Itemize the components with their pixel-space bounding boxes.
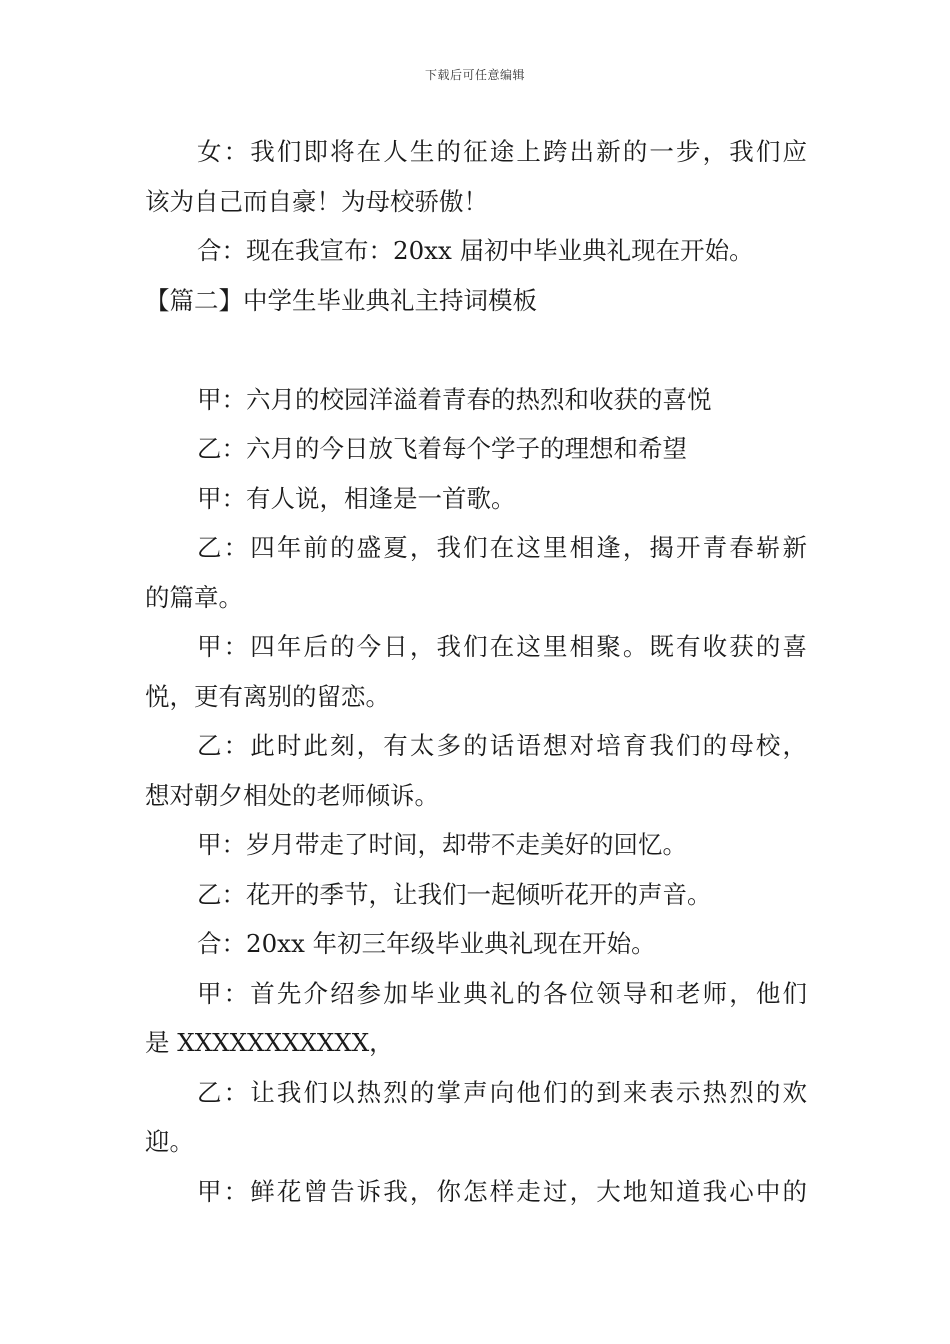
paragraph-line: 是 XXXXXXXXXXX， xyxy=(145,1028,394,1057)
paragraph-line: 迎。 xyxy=(145,1127,194,1156)
paragraph-line: 悦，更有离别的留恋。 xyxy=(145,681,390,711)
paragraph-line: 甲：四年后的今日，我们在这里相聚。既有收获的喜 xyxy=(197,632,807,661)
paragraph-line: 乙：让我们以热烈的掌声向他们的到来表示热烈的欢 xyxy=(197,1077,807,1107)
paragraph-line: 甲：有人说，相逢是一首歌。 xyxy=(197,483,516,513)
paragraph-line: 该为自己而自豪！为母校骄傲！ xyxy=(145,186,488,216)
paragraph-line: 乙：花开的季节，让我们一起倾听花开的声音。 xyxy=(197,879,712,909)
paragraph-line: 甲：岁月带走了时间，却带不走美好的回忆。 xyxy=(197,830,687,859)
paragraph-line: 合：20xx 年初三年级毕业典礼现在开始。 xyxy=(197,929,656,958)
paragraph-line: 的篇章。 xyxy=(145,582,243,612)
paragraph-line: 合：现在我宣布：20xx 届初中毕业典礼现在开始。 xyxy=(197,236,754,265)
paragraph-line: 乙：四年前的盛夏，我们在这里相逢，揭开青春崭新 xyxy=(197,533,807,562)
document-body xyxy=(145,127,807,1216)
paragraph-line: 女：我们即将在人生的征途上跨出新的一步，我们应 xyxy=(197,137,807,166)
blank-line xyxy=(145,325,807,375)
section-heading: 【篇二】中学生毕业典礼主持词模板 xyxy=(145,285,537,315)
paragraph-line: 甲：鲜花曾告诉我，你怎样走过，大地知道我心中的 xyxy=(197,1176,807,1206)
paragraph-line: 想对朝夕相处的老师倾诉。 xyxy=(145,780,439,810)
paragraph-line: 甲：六月的校园洋溢着青春的热烈和收获的喜悦 xyxy=(197,384,712,414)
paragraph-line: 乙：此时此刻，有太多的话语想对培育我们的母校， xyxy=(197,731,807,760)
paragraph-line: 甲：首先介绍参加毕业典礼的各位领导和老师，他们 xyxy=(197,978,807,1008)
page-header-note: 下载后可任意编辑 xyxy=(424,68,525,82)
paragraph-line: 乙：六月的今日放飞着每个学子的理想和希望 xyxy=(197,434,687,463)
